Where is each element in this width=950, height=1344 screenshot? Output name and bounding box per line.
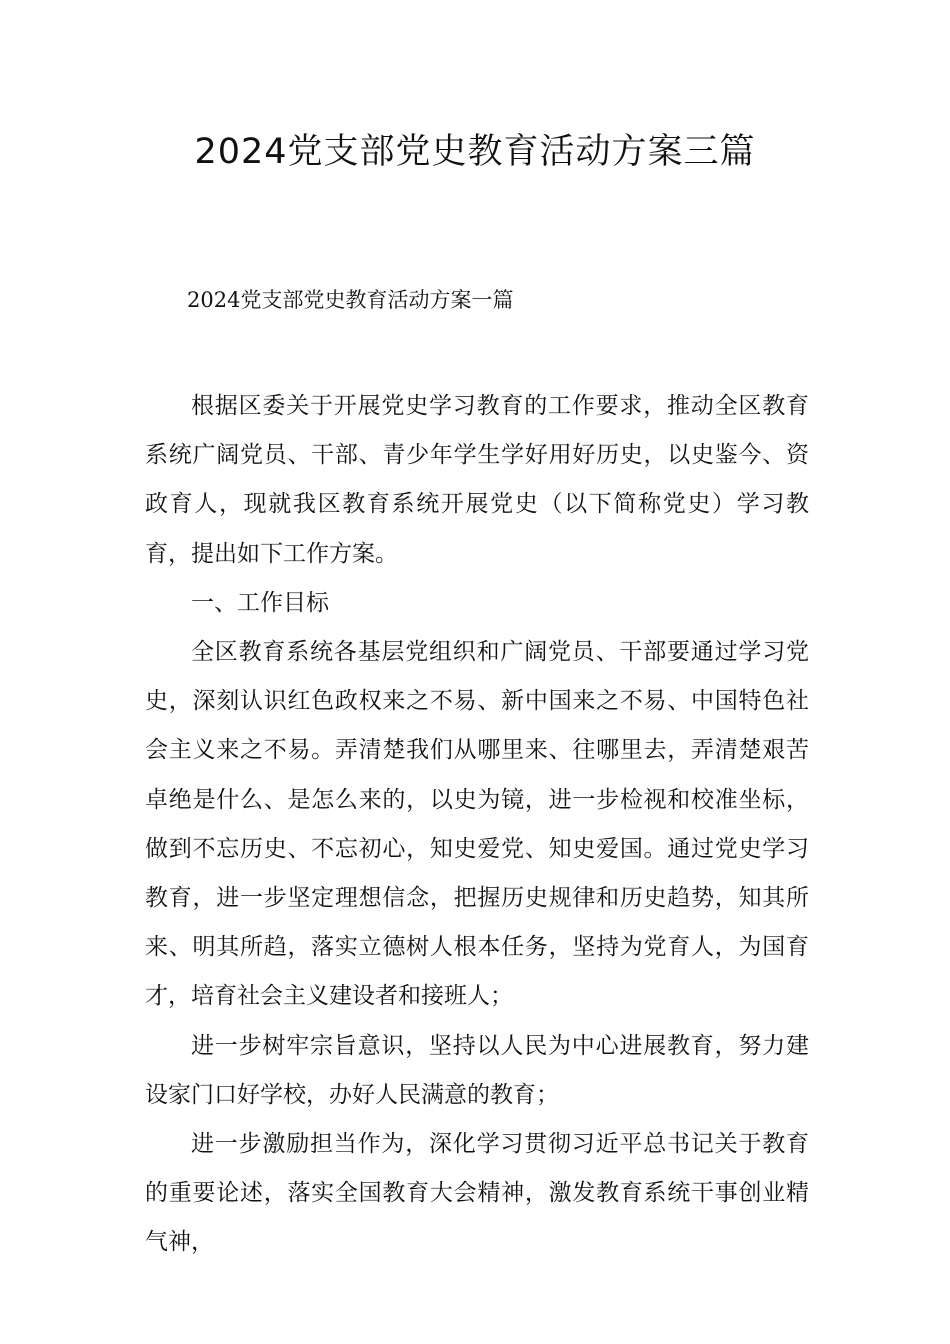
paragraph-purpose: 进一步树牢宗旨意识，坚持以人民为中心进展教育，努力建设家门口好学校，办好人民满意的教育； bbox=[145, 1032, 809, 1108]
document-title: 2024党支部党史教育活动方案三篇 bbox=[194, 132, 756, 172]
document-body bbox=[145, 382, 809, 1268]
paragraph-goals: 全区教育系统各基层党组织和广阔党员、干部要通过学习党史，深刻认识红色政权来之不易、新中国来之不易、中国特色社会主义来之不易。弄清楚我们从哪里来、往哪里去，弄清楚艰苦卓绝是什么、是怎么来的，以史为镜，进一步检视和校准坐标，做到不忘历史、不忘初心，知史爱党、知史爱国。通过党史学习教育，进一步坚定理想信念，把握历史规律和历史趋势，知其所来、明其所趋，落实立德树人根本任务，坚持为党育人，为国育才，培育社会主义建设者和接班人； bbox=[145, 639, 809, 1010]
section-heading-goals: 一、工作目标 bbox=[191, 589, 329, 616]
paragraph-responsibility: 进一步激励担当作为，深化学习贯彻习近平总书记关于教育的重要论述，落实全国教育大会精神，激发教育系统干事创业精气神， bbox=[145, 1131, 809, 1256]
document-subtitle: 2024党支部党史教育活动方案一篇 bbox=[187, 288, 514, 312]
paragraph-intro: 根据区委关于开展党史学习教育的工作要求，推动全区教育系统广阔党员、干部、青少年学生学好用好历史，以史鉴今、资政育人，现就我区教育系统开展党史（以下简称党史）学习教育，提出如下工作方案。 bbox=[145, 393, 809, 567]
